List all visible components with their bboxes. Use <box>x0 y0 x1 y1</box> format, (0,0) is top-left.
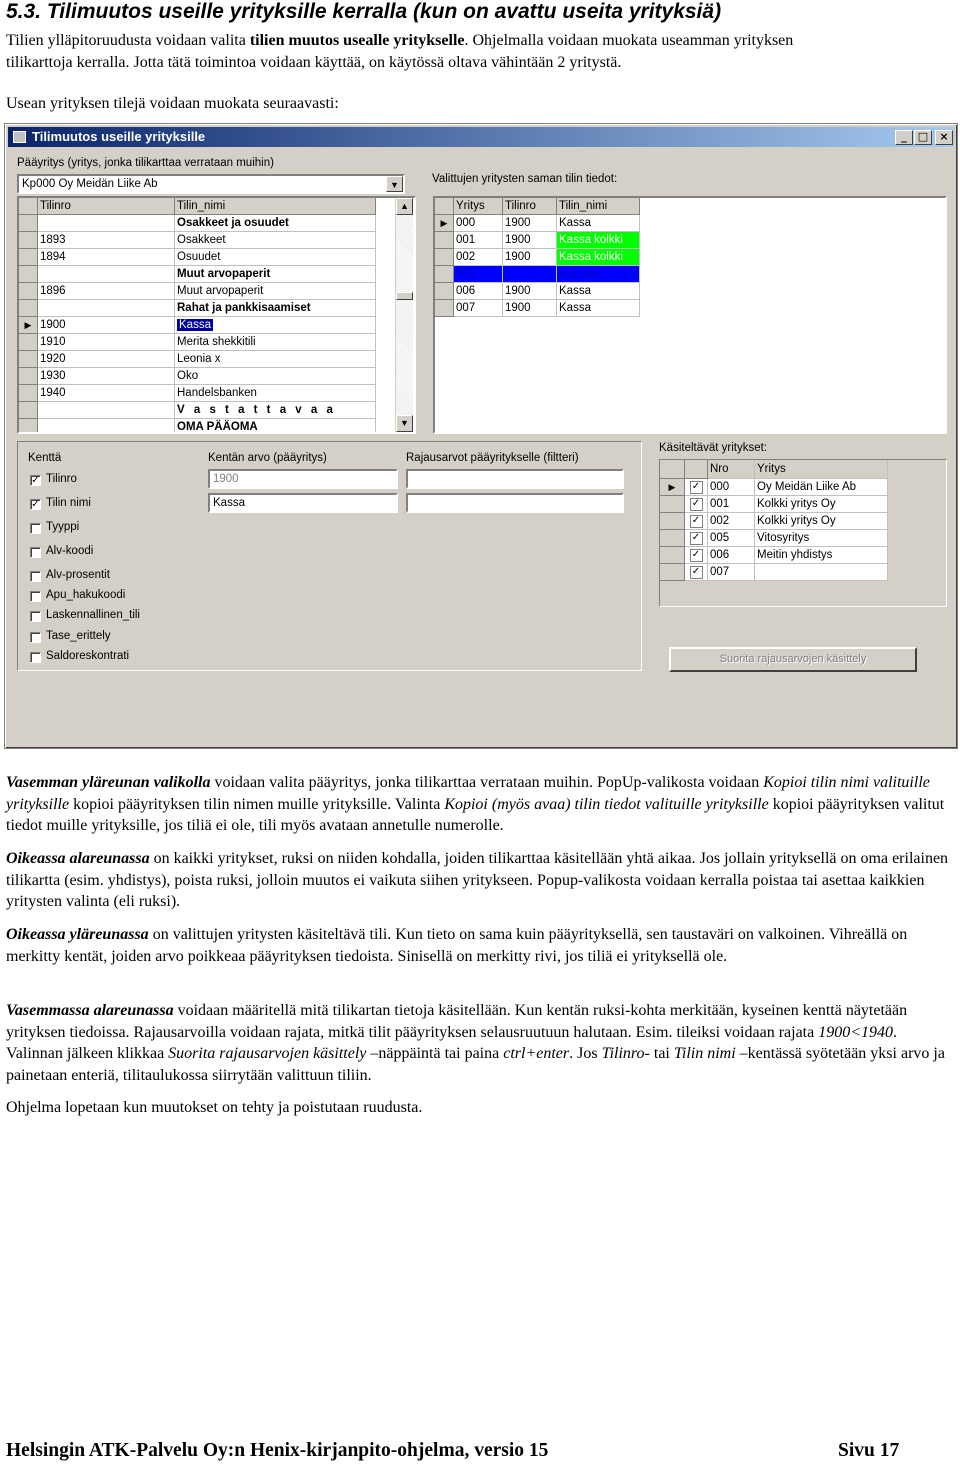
cell-tilinro[interactable] <box>503 266 557 283</box>
table-row[interactable] <box>19 232 376 249</box>
italic-term: Kopioi tilin nimi valituille yrityksille <box>6 774 930 813</box>
cell-nro[interactable]: 007 <box>708 564 755 581</box>
cell-yritys[interactable]: Oy Meidän Liike Ab <box>755 479 888 496</box>
text-run: –kentässä syötetään yksi arvo ja painetaan enteriä, tilitaulukossa siirrytään valittuun tiliin. <box>6 1045 945 1084</box>
paragraph-fields <box>6 1000 951 1086</box>
cell-nro[interactable]: 006 <box>708 547 755 564</box>
cell-tilinro[interactable] <box>38 419 175 435</box>
field-checkbox[interactable] <box>30 591 41 602</box>
cell-tilinro[interactable]: 1893 <box>38 232 175 249</box>
dropdown-arrow-icon[interactable]: ▼ <box>386 176 403 192</box>
row-indicator <box>19 266 38 283</box>
main-account-table <box>19 198 376 434</box>
cell-tilinro[interactable]: 1940 <box>38 385 175 402</box>
table-row[interactable] <box>435 232 640 249</box>
cell-tilinro[interactable] <box>38 266 175 283</box>
cell-tilinro[interactable] <box>38 215 175 232</box>
text-run: voidaan määritellä mitä tilikartan tietoja käsitellään. Kun kentän ruksi-kohta merkitään, kyseinen kenttä näytetään yrityksen tiedoissa. Rajausarvoilla voidaan rajata, mitkä tilit pääyrityksen selausruutuun halutaan. Esim. tileiksi voidaan rajata <box>6 1002 908 1041</box>
footer-title: Helsingin ATK-Palvelu Oy:n Henix-kirjanpito-ohjelma, versio 15 <box>6 1440 549 1461</box>
paragraph-exit <box>6 1097 951 1119</box>
tilimuutos-window <box>4 123 958 749</box>
table-row[interactable] <box>19 266 376 283</box>
italic-term: Tilinro <box>601 1045 645 1062</box>
table-row[interactable] <box>435 283 640 300</box>
table-row[interactable] <box>435 300 640 317</box>
selected-companies-label: Valittujen yritysten saman tilin tiedot: <box>432 173 618 185</box>
cell-tilinro[interactable]: 1900 <box>503 283 557 300</box>
row-indicator <box>19 368 38 385</box>
table-row[interactable] <box>19 215 376 232</box>
field-checkbox[interactable] <box>30 523 41 534</box>
cell-tilinro[interactable]: 1900 <box>503 232 557 249</box>
row-indicator <box>660 496 685 513</box>
cell-yritys[interactable]: 002 <box>454 249 503 266</box>
cell-yritys[interactable]: Vitosyritys <box>755 530 888 547</box>
cell-tilin-nimi[interactable]: V a s t a t t a v a a <box>175 402 376 419</box>
row-indicator <box>19 249 38 266</box>
cell-tilin-nimi[interactable]: Muut arvopaperit <box>175 266 376 283</box>
row-indicator <box>660 547 685 564</box>
table-row[interactable] <box>19 283 376 300</box>
field-checkbox[interactable] <box>30 611 41 622</box>
text-run: kopioi pääyrityksen tilin nimen muille yrityksille. Valinta <box>69 795 445 813</box>
row-indicator <box>19 385 38 402</box>
field-label[interactable]: Laskennallinen_tili <box>46 609 140 621</box>
italic-term: Kopioi (myös avaa) tilin tiedot valituille yrityksille <box>444 795 769 813</box>
tilin-nimi-filter-field[interactable] <box>406 493 624 513</box>
cell-tilin-nimi[interactable]: Kassa <box>557 215 640 232</box>
cell-yritys[interactable]: Meitin yhdistys <box>755 547 888 564</box>
header-yritys[interactable]: Yritys <box>454 198 503 215</box>
field-checkbox[interactable] <box>30 632 41 643</box>
header-tilin-nimi[interactable]: Tilin_nimi <box>557 198 640 215</box>
header-yritys[interactable]: Yritys <box>755 460 888 479</box>
header-tilinro[interactable]: Tilinro <box>503 198 557 215</box>
company-checkbox[interactable]: ✓ <box>685 479 708 496</box>
company-checkbox[interactable]: ✓ <box>685 564 708 581</box>
table-row[interactable] <box>660 547 888 564</box>
cell-tilinro[interactable]: 1896 <box>38 283 175 300</box>
paragraph-selected <box>6 924 951 967</box>
minimize-button[interactable]: _ <box>895 130 913 145</box>
field-label[interactable]: Tase_erittely <box>46 630 111 642</box>
window-titlebar[interactable] <box>8 127 954 147</box>
selected-companies-table <box>435 198 640 317</box>
cell-yritys[interactable] <box>755 564 888 581</box>
text-run: - tai <box>644 1045 674 1062</box>
company-checkbox[interactable]: ✓ <box>685 513 708 530</box>
table-row[interactable] <box>435 215 640 232</box>
close-button[interactable]: × <box>935 130 953 145</box>
cell-tilin-nimi[interactable]: Kassa <box>175 317 376 334</box>
table-row[interactable] <box>660 530 888 547</box>
row-indicator: ▶ <box>660 479 685 496</box>
cell-tilin-nimi[interactable]: Oko <box>175 368 376 385</box>
field-checkbox[interactable]: ✓ <box>31 475 40 486</box>
scroll-thumb[interactable] <box>396 292 413 300</box>
table-row[interactable] <box>660 564 888 581</box>
table-row[interactable] <box>435 266 640 283</box>
text-run: . Jos <box>569 1045 602 1062</box>
grid-header-row <box>19 198 376 215</box>
paragraph-main-company <box>6 772 951 837</box>
cell-tilin-nimi[interactable]: Osakkeet ja osuudet <box>175 215 376 232</box>
cell-tilinro[interactable] <box>38 300 175 317</box>
cell-tilinro[interactable]: 1900 <box>503 249 557 266</box>
cell-tilinro[interactable]: 1930 <box>38 368 175 385</box>
field-label[interactable]: Apu_hakukoodi <box>46 589 126 601</box>
cell-tilin-nimi[interactable]: Kassa kolkki <box>557 232 640 249</box>
company-checkbox[interactable]: ✓ <box>685 496 708 513</box>
table-row[interactable] <box>435 249 640 266</box>
italic-term: ctrl+enter <box>503 1045 570 1062</box>
companies-grid[interactable] <box>659 459 947 607</box>
cell-tilin-nimi[interactable]: Muut arvopaperit <box>175 283 376 300</box>
grid-header-row <box>435 198 640 215</box>
text-run: Ohjelma lopetaan kun muutokset on tehty ja poistutaan ruudusta. <box>6 1099 423 1116</box>
row-indicator <box>435 266 454 283</box>
cell-yritys[interactable]: Kolkki yritys Oy <box>755 513 888 530</box>
cell-tilin-nimi[interactable]: Osuudet <box>175 249 376 266</box>
companies-label: Käsiteltävät yritykset: <box>659 442 768 454</box>
intro-paragraph: Tilien ylläpitoruudusta voidaan valita tilien muutos usealle yritykselle. Ohjelmalla voidaan muokata useamman yrityksen tilikarttoja kerralla. Jotta tätä toimintoa voidaan käyttää, on käytössä oltava vähintään 2 yritystä. <box>6 32 794 71</box>
app-icon <box>13 131 26 143</box>
cell-tilin-nimi[interactable]: Leonia x <box>175 351 376 368</box>
paragraph-companies <box>6 848 951 913</box>
table-row[interactable] <box>19 317 376 334</box>
window-title: Tilimuutos useille yrityksille <box>32 129 206 144</box>
field-label[interactable]: Tilinro <box>46 473 77 485</box>
company-checkbox[interactable]: ✓ <box>685 547 708 564</box>
row-indicator: ▶ <box>435 215 454 232</box>
main-company-select[interactable] <box>17 174 405 194</box>
table-row[interactable] <box>19 419 376 435</box>
field-label[interactable]: Tyyppi <box>46 521 80 533</box>
emphasis: Vasemman yläreunan valikolla <box>6 774 211 791</box>
row-indicator <box>660 530 685 547</box>
table-row[interactable] <box>19 351 376 368</box>
row-indicator <box>660 564 685 581</box>
italic-term: Suorita rajausarvojen käsittely <box>168 1045 367 1062</box>
field-label[interactable]: Alv-prosentit <box>46 569 110 581</box>
italic-term: 1900<1940 <box>818 1023 894 1041</box>
text-run: on kaikki yritykset, ruksi on niiden kohdalla, joiden tilikarttaa käsitellään yhtä aikaa. Jos jollain yrityksellä on oma erilainen tilikartta (esim. yhdistys), poista ruksi, jolloin muutos ei vaikuta siihen yritykseen. Popup-valikosta voidaan kerralla poistaa tai asettaa kaikkien yritysten valinta (eli ruksi). <box>6 850 949 910</box>
cell-yritys[interactable]: Kolkki yritys Oy <box>755 496 888 513</box>
row-indicator <box>435 249 454 266</box>
page-number: Sivu 17 <box>838 1440 900 1461</box>
field-checkbox[interactable] <box>30 547 41 558</box>
cell-tilin-nimi[interactable]: Kuj.olex <box>557 266 640 283</box>
cell-tilin-nimi[interactable]: Kassa <box>557 283 640 300</box>
header-nro[interactable]: Nro <box>708 460 755 479</box>
header-tilin-nimi[interactable]: Tilin_nimi <box>175 198 376 215</box>
cell-tilin-nimi[interactable]: Kassa <box>557 300 640 317</box>
col-value-label: Kentän arvo (pääyritys) <box>208 452 327 464</box>
scroll-down-icon[interactable]: ▼ <box>396 415 413 432</box>
emphasis: Vasemmassa alareunassa <box>6 1002 174 1019</box>
cell-nro[interactable]: 001 <box>708 496 755 513</box>
row-indicator <box>19 402 38 419</box>
row-indicator <box>19 232 38 249</box>
row-indicator <box>435 300 454 317</box>
tilin-nimi-value-field[interactable]: Kassa <box>208 493 398 513</box>
table-row[interactable] <box>660 479 888 496</box>
row-indicator: ▶ <box>19 317 38 334</box>
cell-nro[interactable]: 002 <box>708 513 755 530</box>
field-label[interactable]: Tilin nimi <box>46 497 91 509</box>
cell-tilinro[interactable]: 1900 <box>38 317 175 334</box>
table-row[interactable] <box>19 300 376 317</box>
field-label[interactable]: Saldoreskontrati <box>46 650 130 662</box>
text-run: kopioi pääyrityksen valitut tiedot muille yrityksille, jos tiliä ei ole, tili myös avataan annetulle numerolle. <box>6 795 945 834</box>
cell-tilin-nimi[interactable]: OMA PÄÄOMA <box>175 419 376 435</box>
section-heading: 5.3. Tilimuutos useille yrityksille kerralla (kun on avattu useita yrityksiä) <box>6 0 722 23</box>
main-company-value: Kp000 Oy Meidän Liike Ab <box>22 178 158 190</box>
table-row[interactable] <box>19 249 376 266</box>
table-row[interactable] <box>660 513 888 530</box>
tilinro-filter-field[interactable] <box>406 469 624 489</box>
field-checkbox[interactable] <box>30 571 41 582</box>
cell-tilinro[interactable]: 1894 <box>38 249 175 266</box>
cell-yritys[interactable]: 000 <box>454 215 503 232</box>
cell-yritys[interactable]: 005 <box>454 266 503 283</box>
cell-nro[interactable]: 000 <box>708 479 755 496</box>
table-row[interactable] <box>660 496 888 513</box>
cell-tilinro[interactable]: 1900 <box>503 215 557 232</box>
col-filter-label: Rajausarvot pääyritykselle (filtteri) <box>406 452 579 464</box>
cell-yritys[interactable]: 007 <box>454 300 503 317</box>
row-indicator <box>435 232 454 249</box>
row-indicator <box>19 334 38 351</box>
run-filter-button[interactable]: Suorita rajausarvojen käsittely <box>669 647 917 672</box>
cell-nro[interactable]: 005 <box>708 530 755 547</box>
emphasis: Oikeassa alareunassa <box>6 850 150 867</box>
col-field-label: Kenttä <box>28 452 62 464</box>
cell-tilin-nimi[interactable]: Rahat ja pankkisaamiset <box>175 300 376 317</box>
text-run: on valittujen yritysten käsiteltävä tili. Kun tieto on sama kuin pääyrityksellä, sen taustaväri on valkoinen. Vihreällä on merkitty kentät, joiden arvo poikkeaa pääyrityksen tiedoista. Sinisellä on merkitty rivi, jos tiliä ei yrityksellä ole. <box>6 926 908 965</box>
scroll-up-icon[interactable]: ▲ <box>396 198 413 215</box>
header-tilinro[interactable]: Tilinro <box>38 198 175 215</box>
emphasis: Oikeassa yläreunassa <box>6 926 149 943</box>
row-indicator <box>19 419 38 435</box>
cell-yritys[interactable]: 006 <box>454 283 503 300</box>
grid-header-row <box>660 460 888 479</box>
company-checkbox[interactable]: ✓ <box>685 530 708 547</box>
cell-tilin-nimi[interactable]: Osakkeet <box>175 232 376 249</box>
tilinro-value-field[interactable]: 1900 <box>208 469 398 489</box>
field-checkbox[interactable]: ✓ <box>31 499 40 510</box>
row-indicator <box>19 215 38 232</box>
row-indicator <box>19 283 38 300</box>
table-row[interactable] <box>19 334 376 351</box>
row-indicator <box>435 283 454 300</box>
selected-companies-grid[interactable] <box>433 196 947 434</box>
intro-line-3: Usean yrityksen tilejä voidaan muokata seuraavasti: <box>6 95 339 112</box>
table-row[interactable] <box>19 385 376 402</box>
cell-tilinro[interactable]: 1920 <box>38 351 175 368</box>
text-run: –näppäintä tai paina <box>366 1045 504 1062</box>
fields-panel <box>17 441 642 671</box>
field-checkbox[interactable] <box>30 652 41 663</box>
cell-tilin-nimi[interactable]: Kassa kolkki <box>557 249 640 266</box>
cell-tilin-nimi[interactable]: Handelsbanken <box>175 385 376 402</box>
cell-tilinro[interactable]: 1910 <box>38 334 175 351</box>
maximize-button[interactable]: □ <box>914 130 932 145</box>
companies-table <box>660 460 888 581</box>
cell-tilinro[interactable] <box>38 402 175 419</box>
italic-term: Tilin nimi <box>673 1045 736 1062</box>
row-indicator <box>19 351 38 368</box>
table-row[interactable] <box>19 368 376 385</box>
main-company-label: Pääyritys (yritys, jonka tilikarttaa verrataan muihin) <box>17 157 274 169</box>
vertical-scrollbar[interactable] <box>395 198 413 432</box>
cell-tilinro[interactable]: 1900 <box>503 300 557 317</box>
field-label[interactable]: Alv-koodi <box>46 545 94 557</box>
row-indicator <box>19 300 38 317</box>
table-row[interactable] <box>19 402 376 419</box>
main-account-grid[interactable] <box>17 196 416 434</box>
cell-tilin-nimi[interactable]: Merita shekkitili <box>175 334 376 351</box>
cell-yritys[interactable]: 001 <box>454 232 503 249</box>
row-indicator <box>660 513 685 530</box>
text-run: . Valinnan jälkeen klikkaa <box>6 1023 898 1062</box>
text-run: voidaan valita pääyritys, jonka tilikarttaa verrataan muihin. PopUp-valikosta voidaan <box>210 774 764 791</box>
